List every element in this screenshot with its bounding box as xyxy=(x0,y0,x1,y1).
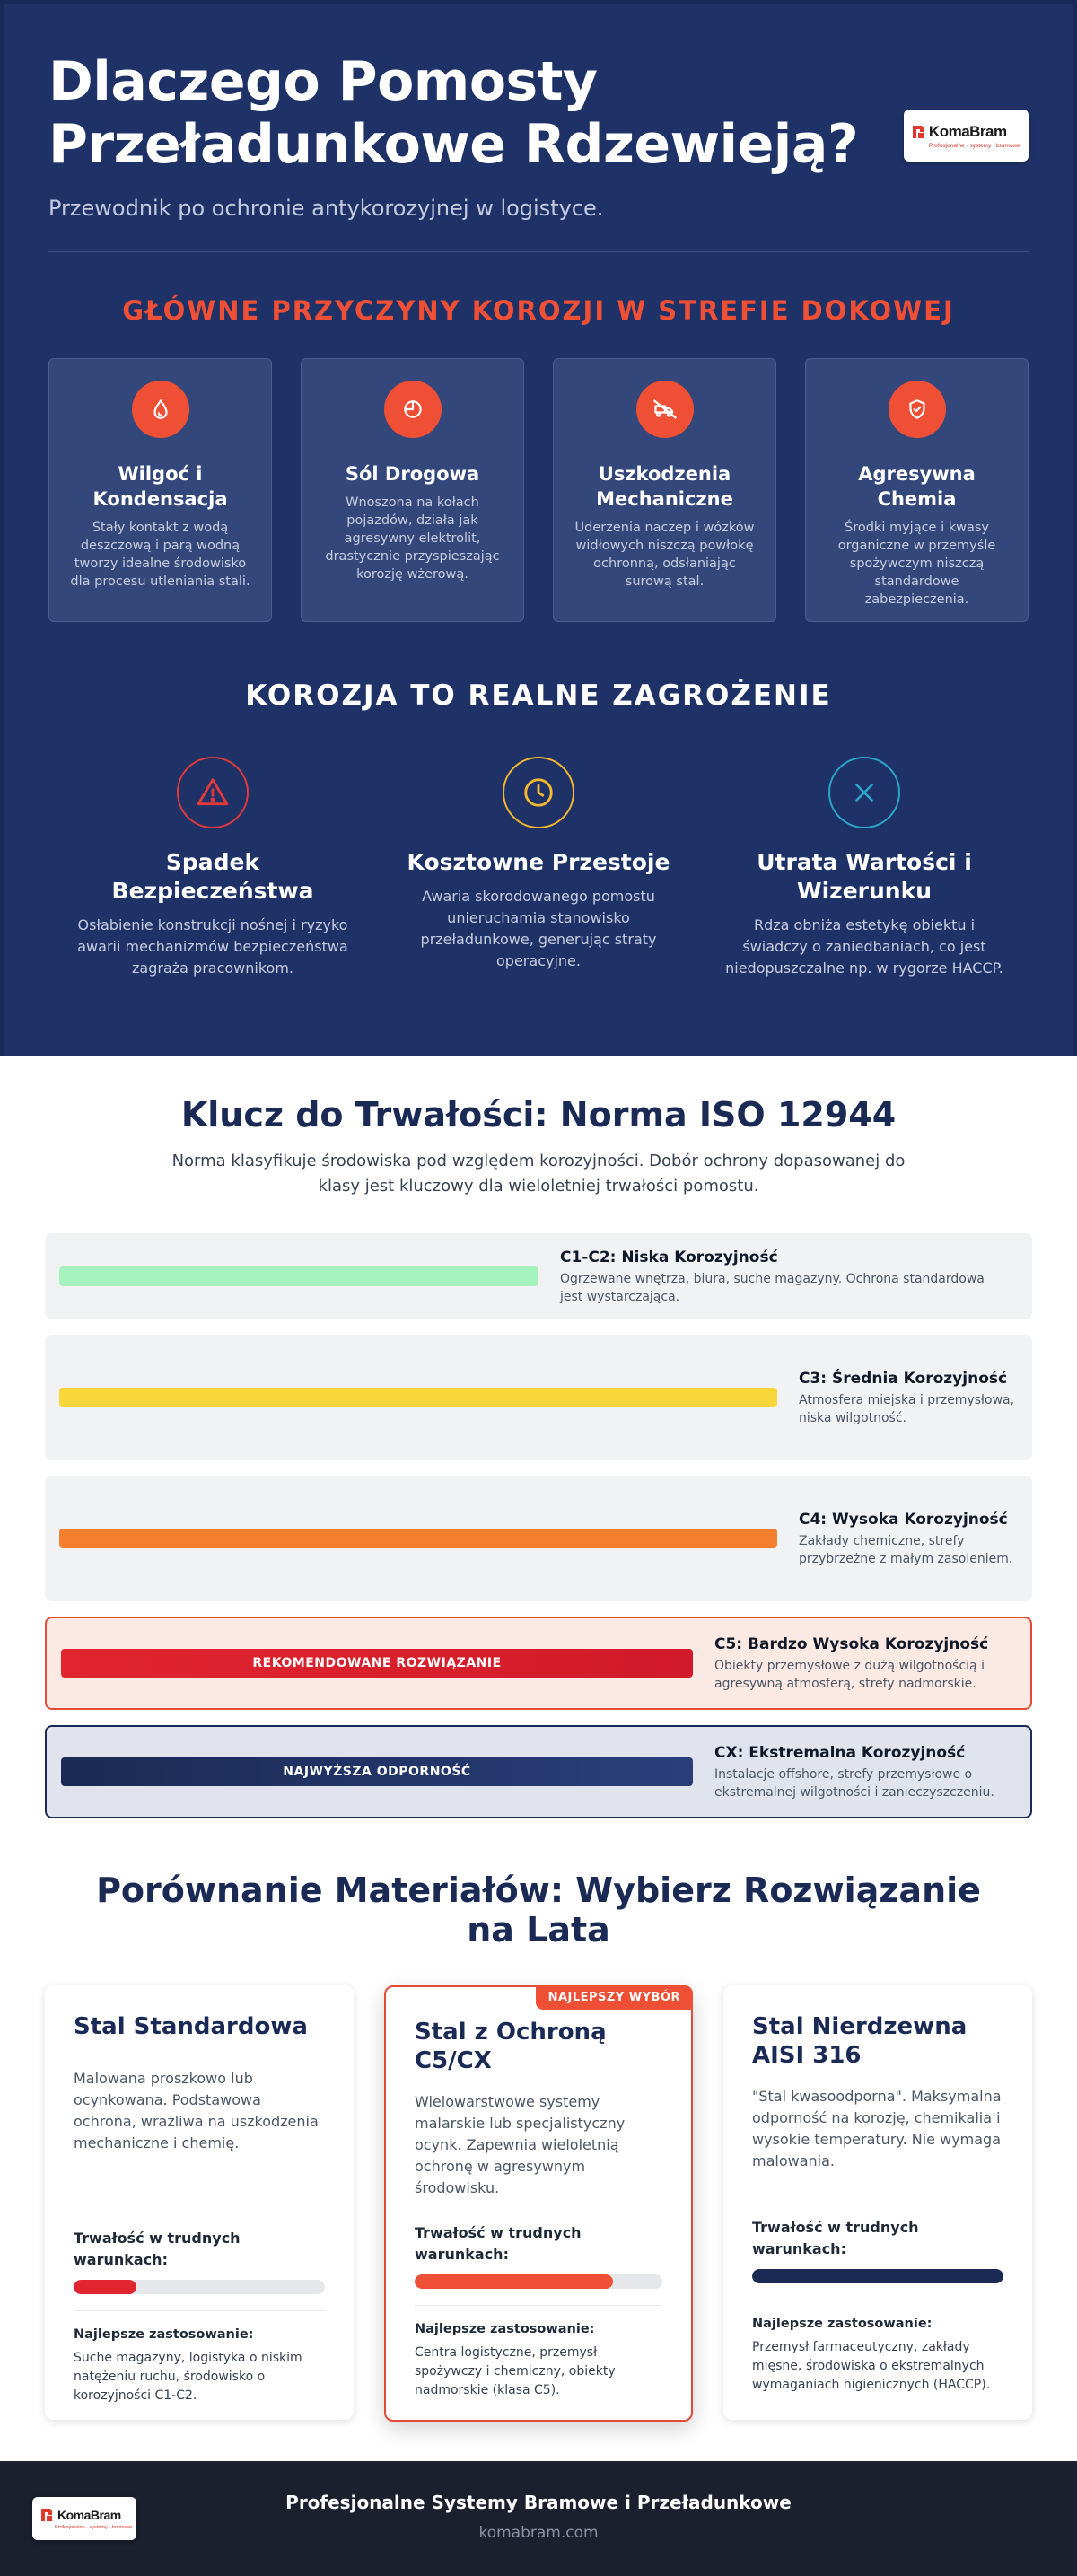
komabram-logo-icon xyxy=(911,124,925,140)
level-bar xyxy=(59,1266,538,1286)
risk-title: Spadek Bezpieczeństwa xyxy=(111,849,314,904)
hero-section xyxy=(0,0,1077,1056)
best-use-label: Najlepsze zastosowanie: xyxy=(415,2322,595,2336)
level-bar-highest: NAJWYŻSZA ODPORNOŚĆ xyxy=(61,1757,693,1786)
risk-downtime xyxy=(399,757,678,979)
level-name: C3: Średnia Korozyjność xyxy=(799,1370,1008,1388)
risk-title: Kosztowne Przestoje xyxy=(407,849,670,875)
title-line-2: Przeładunkowe Rdzewieją? xyxy=(48,113,859,176)
durability-bar xyxy=(415,2274,662,2289)
cause-title: Sól Drogowa xyxy=(345,463,480,485)
materials-list xyxy=(45,1985,1032,2422)
durability-fill xyxy=(415,2274,613,2289)
level-name: C1-C2: Niska Korozyjność xyxy=(560,1249,778,1266)
level-c3 xyxy=(45,1335,1032,1460)
cause-text: Uderzenia naczep i wózków widłowych niszczą powłokę ochronną, odsłaniając surową stal. xyxy=(574,521,755,589)
best-use-text: Centra logistyczne, przemysł spożywczy i chemiczny, obiekty nadmorskie (klasa C5). xyxy=(415,2345,616,2397)
risk-image xyxy=(725,757,1003,979)
header-logo[interactable] xyxy=(904,110,1029,162)
level-desc: Ogrzewane wnętrza, biura, suche magazyny. Ochrona standardowa jest wystarczająca. xyxy=(560,1272,985,1304)
footer-logo[interactable] xyxy=(32,2497,136,2540)
material-name: Stal Standardowa xyxy=(74,2013,308,2040)
level-c4 xyxy=(45,1476,1032,1601)
risk-text: Osłabienie konstrukcji nośnej i ryzyko awarii mechanizmów bezpieczeństwa zagraża pracownikom. xyxy=(77,916,348,977)
card-divider xyxy=(74,2310,325,2311)
durability-label: Trwałość w trudnych warunkach: xyxy=(74,2230,241,2268)
hero-divider xyxy=(48,251,1029,252)
cause-title: Agresywna Chemia xyxy=(858,463,976,510)
iso-section xyxy=(0,1056,1077,2422)
durability-fill xyxy=(752,2269,1003,2283)
x-mark-icon xyxy=(828,757,900,828)
clock-icon xyxy=(503,757,574,828)
durability-fill xyxy=(74,2280,136,2294)
corrosion-levels xyxy=(45,1233,1032,1818)
material-desc: Malowana proszkowo lub ocynkowana. Podstawowa ochrona, wrażliwa na uszkodzenia mechaniczne i chemię. xyxy=(74,2070,319,2151)
logo-tagline: Profesjonalne · systemy · bramowe xyxy=(928,142,1020,149)
level-c1-c2 xyxy=(45,1233,1032,1319)
causes-list xyxy=(48,358,1029,622)
water-drop-icon xyxy=(132,381,189,438)
best-use-label: Najlepsze zastosowanie: xyxy=(752,2317,933,2331)
material-card-standard xyxy=(45,1985,354,2420)
material-name: Stal z Ochroną C5/CX xyxy=(415,2019,607,2074)
cause-text: Stały kontakt z wodą deszczową i parą wodną tworzy idealne środowisko dla procesu utleniania stali. xyxy=(70,521,250,589)
material-name: Stal Nierdzewna AISI 316 xyxy=(752,2013,968,2069)
level-desc: Zakłady chemiczne, strefy przybrzeżne z małym zasoleniem. xyxy=(799,1534,1013,1566)
komabram-logo-icon xyxy=(39,2507,54,2523)
cause-title: Wilgoć i Kondensacja xyxy=(92,463,228,510)
best-use-label: Najlepsze zastosowanie: xyxy=(74,2327,254,2342)
warning-triangle-icon xyxy=(177,757,249,828)
best-use-text: Przemysł farmaceutyczny, zakłady mięsne, środowiska o ekstremalnych wymaganiach higienicznych (HACCP). xyxy=(752,2340,991,2392)
level-bar xyxy=(59,1529,777,1548)
logo-wordmark: KomaBram xyxy=(928,122,1007,140)
risks-list xyxy=(48,757,1029,979)
risk-title: Utrata Wartości i Wizerunku xyxy=(757,849,972,904)
risks-title: KOROZJA TO REALNE ZAGROŻENIE xyxy=(245,679,832,712)
cause-card-chemistry xyxy=(805,358,1029,622)
cause-card-road-salt xyxy=(301,358,524,622)
page-title xyxy=(48,50,904,176)
level-name: C5: Bardzo Wysoka Korozyjność xyxy=(714,1635,989,1653)
durability-bar xyxy=(74,2280,325,2294)
cause-title: Uszkodzenia Mechaniczne xyxy=(596,463,733,510)
truck-crash-icon xyxy=(636,381,694,438)
material-card-stainless xyxy=(723,1985,1032,2420)
iso-subtitle: Norma klasyfikuje środowiska pod względem korozyjności. Dobór ochrony dopasowanej do klasy jest kluczowy dla wieloletniej trwałości pomostu. xyxy=(171,1152,906,1196)
level-desc: Instalacje offshore, strefy przemysłowe o ekstremalnej wilgotności i zanieczyszczeniu. xyxy=(714,1767,994,1800)
materials-title: Porównanie Materiałów: Wybierz Rozwiązanie na Lata xyxy=(96,1871,981,1950)
level-c5 xyxy=(45,1617,1032,1710)
level-desc: Atmosfera miejska i przemysłowa, niska wilgotność. xyxy=(799,1393,1015,1425)
risk-safety xyxy=(74,757,352,979)
cause-card-humidity xyxy=(48,358,272,622)
level-name: C4: Wysoka Korozyjność xyxy=(799,1511,1008,1529)
logo-wordmark: KomaBram xyxy=(57,2508,121,2522)
logo-tagline: Profesjonalne · systemy · bramowe xyxy=(55,2525,133,2530)
durability-label: Trwałość w trudnych warunkach: xyxy=(415,2224,582,2263)
pie-chart-icon xyxy=(384,381,442,438)
footer-url-link[interactable]: komabram.com xyxy=(478,2524,599,2542)
footer-title: Profesjonalne Systemy Bramowe i Przeładunkowe xyxy=(285,2492,792,2513)
shield-check-icon xyxy=(889,381,946,438)
level-name: CX: Ekstremalna Korozyjność xyxy=(714,1744,966,1762)
risk-text: Awaria skorodowanego pomostu unieruchamia stanowisko przeładunkowe, generując straty operacyjne. xyxy=(420,888,657,969)
page-subtitle: Przewodnik po ochronie antykorozyjnej w logistyce. xyxy=(48,196,604,221)
card-divider xyxy=(415,2305,662,2306)
cause-text: Środki myjące i kwasy organiczne w przemyśle spożywczym niszczą standardowe zabezpieczenia. xyxy=(837,521,996,607)
iso-title: Klucz do Trwałości: Norma ISO 12944 xyxy=(180,1095,897,1135)
level-cx xyxy=(45,1725,1032,1818)
level-bar-recommended: REKOMENDOWANE ROZWIĄZANIE xyxy=(61,1649,693,1678)
title-line-1: Dlaczego Pomosty xyxy=(48,50,598,113)
durability-bar xyxy=(752,2269,1003,2283)
durability-label: Trwałość w trudnych warunkach: xyxy=(752,2219,919,2257)
best-use-text: Suche magazyny, logistyka o niskim natężeniu ruchu, środowisko o korozyjności C1-C2. xyxy=(74,2351,302,2403)
level-bar xyxy=(59,1388,777,1407)
cause-card-mechanical xyxy=(553,358,776,622)
level-desc: Obiekty przemysłowe z dużą wilgotnością i agresywną atmosferą, strefy nadmorskie. xyxy=(714,1659,985,1691)
cause-text: Wnoszona na kołach pojazdów, działa jak agresywny elektrolit, drastycznie przyspieszając korozję wżerową. xyxy=(325,495,500,582)
risk-text: Rdza obniża estetykę obiektu i świadczy o zaniedbaniach, co jest niedopuszczalne np. w rygorze HACCP. xyxy=(725,916,1003,977)
best-choice-badge: NAJLEPSZY WYBÓR xyxy=(536,1985,693,2010)
causes-title: GŁÓWNE PRZYCZYNY KOROZJI W STREFIE DOKOWEJ xyxy=(122,295,955,326)
footer xyxy=(0,2461,1077,2576)
material-desc: Wielowarstwowe systemy malarskie lub specjalistyczny ocynk. Zapewnia wieloletnią ochronę w agresywnym środowisku. xyxy=(415,2093,626,2196)
material-desc: "Stal kwasoodporna". Maksymalna odporność na korozję, chemikalia i wysokie temperatury. Nie wymaga malowania. xyxy=(752,2088,1002,2169)
material-card-c5-cx xyxy=(384,1985,693,2422)
